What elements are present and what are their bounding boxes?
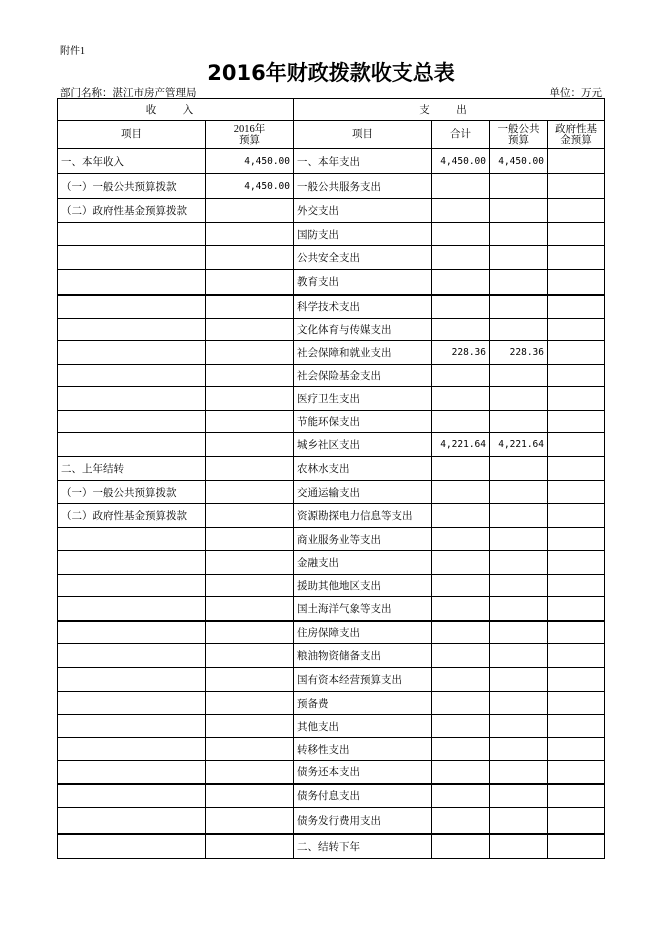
expense-fund-cell: [548, 738, 605, 761]
expense-total-cell: [432, 223, 490, 246]
income-budget-cell: [206, 738, 294, 761]
income-item-cell: [58, 246, 206, 270]
expense-item-cell: 预备费: [294, 692, 432, 715]
col-item-income: 项目: [58, 121, 206, 149]
table-row: [58, 692, 605, 715]
budget-table: [57, 98, 605, 859]
table-row: [58, 738, 605, 761]
income-item-cell: [58, 341, 206, 365]
expense-total-cell: [432, 784, 490, 808]
income-item-cell: [58, 715, 206, 738]
income-item-cell: （二）政府性基金预算拨款: [58, 504, 206, 528]
col-fund-budget: 政府性基 金预算: [548, 121, 605, 149]
expense-total-cell: [432, 738, 490, 761]
income-item-cell: [58, 551, 206, 575]
income-budget-cell: [206, 528, 294, 551]
section-header-row: [58, 99, 605, 121]
income-budget-cell: [206, 834, 294, 859]
income-budget-cell: [206, 621, 294, 644]
income-item-cell: [58, 575, 206, 597]
table-row: [58, 551, 605, 575]
expense-total-cell: [432, 319, 490, 341]
expense-total-cell: [432, 457, 490, 481]
expense-fund-cell: [548, 692, 605, 715]
table-row: [58, 199, 605, 223]
expense-general-cell: 4,221.64: [490, 433, 548, 457]
expense-general-cell: [490, 644, 548, 668]
expense-total-cell: [432, 621, 490, 644]
expense-fund-cell: [548, 761, 605, 784]
expense-general-cell: [490, 504, 548, 528]
expense-total-cell: [432, 808, 490, 834]
income-budget-cell: [206, 270, 294, 295]
expense-fund-cell: [548, 808, 605, 834]
table-row: [58, 149, 605, 174]
table-row: [58, 481, 605, 504]
table-row: [58, 597, 605, 621]
income-item-cell: [58, 808, 206, 834]
income-budget-cell: [206, 319, 294, 341]
income-budget-cell: [206, 644, 294, 668]
table-row: [58, 834, 605, 859]
income-item-cell: [58, 644, 206, 668]
expense-fund-cell: [548, 174, 605, 199]
expense-item-cell: 国防支出: [294, 223, 432, 246]
expense-general-cell: [490, 784, 548, 808]
expense-general-cell: [490, 365, 548, 387]
page-title: 2016年财政拨款收支总表: [207, 61, 455, 85]
income-budget-cell: [206, 597, 294, 621]
income-item-cell: [58, 784, 206, 808]
expense-fund-cell: [548, 270, 605, 295]
income-item-cell: [58, 365, 206, 387]
income-budget-cell: [206, 481, 294, 504]
income-item-cell: （一）一般公共预算拨款: [58, 174, 206, 199]
expense-item-cell: 教育支出: [294, 270, 432, 295]
expense-general-cell: [490, 223, 548, 246]
expense-item-cell: 医疗卫生支出: [294, 387, 432, 411]
expense-general-cell: 4,450.00: [490, 149, 548, 174]
expense-general-cell: [490, 808, 548, 834]
expense-item-cell: 二、结转下年: [294, 834, 432, 859]
expense-total-cell: [432, 387, 490, 411]
expense-item-cell: 国土海洋气象等支出: [294, 597, 432, 621]
expense-item-cell: 国有资本经营预算支出: [294, 668, 432, 692]
expense-item-cell: 债务发行费用支出: [294, 808, 432, 834]
income-item-cell: [58, 668, 206, 692]
expense-fund-cell: [548, 834, 605, 859]
expense-total-cell: 4,221.64: [432, 433, 490, 457]
expense-fund-cell: [548, 784, 605, 808]
expense-total-cell: [432, 575, 490, 597]
income-item-cell: 一、本年收入: [58, 149, 206, 174]
table-row: [58, 808, 605, 834]
expense-general-cell: [490, 597, 548, 621]
income-budget-cell: [206, 295, 294, 319]
table-row: [58, 575, 605, 597]
expense-fund-cell: [548, 575, 605, 597]
col-item-expense: 项目: [294, 121, 432, 149]
expense-item-cell: 金融支出: [294, 551, 432, 575]
expense-general-cell: [490, 319, 548, 341]
table-row: [58, 295, 605, 319]
expense-general-cell: [490, 528, 548, 551]
income-item-cell: [58, 223, 206, 246]
income-item-cell: [58, 761, 206, 784]
income-item-cell: [58, 834, 206, 859]
table-row: [58, 174, 605, 199]
expense-general-cell: [490, 270, 548, 295]
expense-fund-cell: [548, 365, 605, 387]
income-budget-cell: [206, 761, 294, 784]
expense-general-cell: [490, 174, 548, 199]
attachment-label: 附件1: [60, 46, 85, 57]
table-row: [58, 246, 605, 270]
expense-total-cell: [432, 270, 490, 295]
income-item-cell: [58, 387, 206, 411]
expense-general-cell: 228.36: [490, 341, 548, 365]
income-budget-cell: [206, 223, 294, 246]
income-budget-cell: [206, 341, 294, 365]
table-row: [58, 457, 605, 481]
expense-item-cell: 债务付息支出: [294, 784, 432, 808]
table-row: [58, 715, 605, 738]
income-item-cell: [58, 528, 206, 551]
expense-total-cell: [432, 761, 490, 784]
income-budget-cell: [206, 246, 294, 270]
expense-general-cell: [490, 761, 548, 784]
income-item-cell: 二、上年结转: [58, 457, 206, 481]
expense-total-cell: [432, 528, 490, 551]
expense-general-cell: [490, 411, 548, 433]
expense-total-cell: [432, 246, 490, 270]
expense-general-cell: [490, 621, 548, 644]
expense-fund-cell: [548, 199, 605, 223]
income-budget-cell: [206, 433, 294, 457]
expense-item-cell: 商业服务业等支出: [294, 528, 432, 551]
expense-total-cell: [432, 597, 490, 621]
expense-item-cell: 一般公共服务支出: [294, 174, 432, 199]
expense-item-cell: 社会保障和就业支出: [294, 341, 432, 365]
expense-total-cell: [432, 834, 490, 859]
expense-general-cell: [490, 457, 548, 481]
income-budget-cell: [206, 575, 294, 597]
expense-item-cell: 科学技术支出: [294, 295, 432, 319]
department-name: 部门名称：湛江市房产管理局: [60, 88, 197, 99]
expense-fund-cell: [548, 481, 605, 504]
expense-fund-cell: [548, 411, 605, 433]
income-item-cell: [58, 270, 206, 295]
table-row: [58, 504, 605, 528]
expense-fund-cell: [548, 621, 605, 644]
table-row: [58, 761, 605, 784]
expense-item-cell: 住房保障支出: [294, 621, 432, 644]
table-row: [58, 621, 605, 644]
table-row: [58, 319, 605, 341]
income-item-cell: （一）一般公共预算拨款: [58, 481, 206, 504]
expense-item-cell: 社会保险基金支出: [294, 365, 432, 387]
table-row: [58, 433, 605, 457]
income-budget-cell: [206, 668, 294, 692]
expense-fund-cell: [548, 246, 605, 270]
expense-general-cell: [490, 575, 548, 597]
expense-header: 支 出: [294, 99, 605, 121]
expense-item-cell: 援助其他地区支出: [294, 575, 432, 597]
income-item-cell: [58, 692, 206, 715]
income-budget-cell: [206, 457, 294, 481]
table-row: [58, 365, 605, 387]
expense-total-cell: 4,450.00: [432, 149, 490, 174]
expense-general-cell: [490, 387, 548, 411]
expense-general-cell: [490, 668, 548, 692]
expense-total-cell: [432, 668, 490, 692]
expense-item-cell: 城乡社区支出: [294, 433, 432, 457]
expense-total-cell: [432, 411, 490, 433]
income-budget-cell: [206, 504, 294, 528]
expense-general-cell: [490, 481, 548, 504]
income-item-cell: [58, 738, 206, 761]
income-budget-cell: [206, 387, 294, 411]
expense-general-cell: [490, 738, 548, 761]
expense-total-cell: [432, 481, 490, 504]
income-budget-cell: [206, 411, 294, 433]
expense-general-cell: [490, 551, 548, 575]
expense-general-cell: [490, 834, 548, 859]
expense-fund-cell: [548, 528, 605, 551]
unit-label: 单位：万元: [549, 88, 602, 99]
expense-general-cell: [490, 715, 548, 738]
expense-fund-cell: [548, 551, 605, 575]
expense-total-cell: [432, 174, 490, 199]
col-total: 合计: [432, 121, 490, 149]
expense-total-cell: [432, 365, 490, 387]
expense-total-cell: [432, 504, 490, 528]
expense-item-cell: 农林水支出: [294, 457, 432, 481]
income-budget-cell: 4,450.00: [206, 149, 294, 174]
table-row: [58, 387, 605, 411]
expense-general-cell: [490, 246, 548, 270]
expense-item-cell: 资源勘探电力信息等支出: [294, 504, 432, 528]
expense-item-cell: 一、本年支出: [294, 149, 432, 174]
expense-item-cell: 转移性支出: [294, 738, 432, 761]
expense-total-cell: [432, 644, 490, 668]
expense-item-cell: 粮油物资储备支出: [294, 644, 432, 668]
expense-fund-cell: [548, 433, 605, 457]
expense-fund-cell: [548, 319, 605, 341]
table-row: [58, 528, 605, 551]
income-budget-cell: [206, 551, 294, 575]
income-budget-cell: [206, 692, 294, 715]
table-row: [58, 411, 605, 433]
income-item-cell: （二）政府性基金预算拨款: [58, 199, 206, 223]
income-budget-cell: [206, 808, 294, 834]
expense-total-cell: [432, 295, 490, 319]
col-budget-2016: 2016年 预算: [206, 121, 294, 149]
table-row: [58, 341, 605, 365]
expense-item-cell: 债务还本支出: [294, 761, 432, 784]
expense-item-cell: 文化体育与传媒支出: [294, 319, 432, 341]
expense-total-cell: [432, 199, 490, 223]
expense-fund-cell: [548, 387, 605, 411]
expense-total-cell: [432, 551, 490, 575]
expense-fund-cell: [548, 715, 605, 738]
income-budget-cell: 4,450.00: [206, 174, 294, 199]
expense-fund-cell: [548, 295, 605, 319]
expense-total-cell: 228.36: [432, 341, 490, 365]
expense-item-cell: 公共安全支出: [294, 246, 432, 270]
income-item-cell: [58, 597, 206, 621]
expense-general-cell: [490, 295, 548, 319]
expense-fund-cell: [548, 644, 605, 668]
income-budget-cell: [206, 715, 294, 738]
expense-total-cell: [432, 715, 490, 738]
expense-fund-cell: [548, 504, 605, 528]
income-header: 收 入: [58, 99, 294, 121]
expense-item-cell: 其他支出: [294, 715, 432, 738]
income-item-cell: [58, 319, 206, 341]
expense-total-cell: [432, 692, 490, 715]
income-budget-cell: [206, 199, 294, 223]
table-row: [58, 644, 605, 668]
column-header-row: [58, 121, 605, 149]
table-row: [58, 784, 605, 808]
income-item-cell: [58, 621, 206, 644]
col-general-budget: 一般公共 预算: [490, 121, 548, 149]
expense-item-cell: 外交支出: [294, 199, 432, 223]
expense-fund-cell: [548, 341, 605, 365]
expense-fund-cell: [548, 149, 605, 174]
expense-fund-cell: [548, 223, 605, 246]
income-item-cell: [58, 295, 206, 319]
table-row: [58, 223, 605, 246]
income-budget-cell: [206, 365, 294, 387]
expense-fund-cell: [548, 457, 605, 481]
income-item-cell: [58, 433, 206, 457]
expense-item-cell: 节能环保支出: [294, 411, 432, 433]
income-item-cell: [58, 411, 206, 433]
expense-item-cell: 交通运输支出: [294, 481, 432, 504]
expense-fund-cell: [548, 668, 605, 692]
table-row: [58, 270, 605, 295]
income-budget-cell: [206, 784, 294, 808]
expense-general-cell: [490, 199, 548, 223]
expense-fund-cell: [548, 597, 605, 621]
expense-general-cell: [490, 692, 548, 715]
table-row: [58, 668, 605, 692]
